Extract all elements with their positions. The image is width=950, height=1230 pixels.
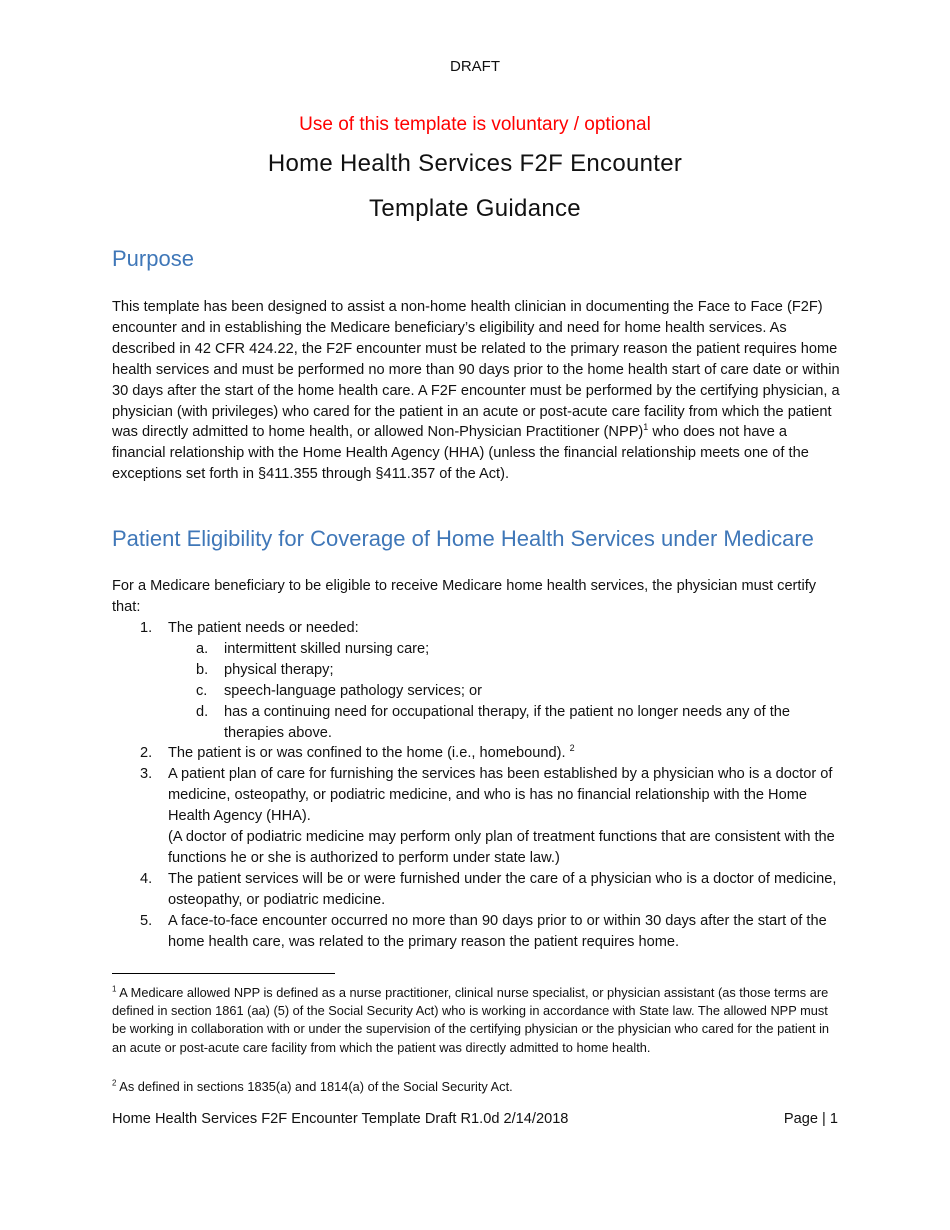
voluntary-notice: Use of this template is voluntary / optional xyxy=(299,114,651,135)
sub-item-text: speech-language pathology services; or xyxy=(224,682,482,699)
sub-list-item xyxy=(168,639,840,660)
list-number: 4. xyxy=(140,870,153,887)
footnote-ref-2: 2 xyxy=(569,743,575,754)
list-item xyxy=(112,743,840,764)
purpose-text-part1: This template has been designed to assist a non-home health clinician in documenting the Face to Face (F2F) encounter and in establishing the Medicare beneficiary’s eligibility and need for home health services. As described in 42 CFR 424.22, the F2F encounter must be related to the primary reason the patient requires home health services and must be performed no more than 90 days prior to the home health start of care date or within 30 days after the start of the home health care. A F2F encounter must be performed by the certifying physician, a physician (with privileges) who cared for the patient in an acute or post-acute care facility from which the patient was directly admitted to home health, or allowed Non-Physician Practitioner (NPP) xyxy=(112,299,840,441)
draft-label: DRAFT xyxy=(450,58,500,75)
eligibility-heading: Patient Eligibility for Coverage of Home Health Services under Medicare xyxy=(112,526,814,551)
footnote-2-marker: 2 xyxy=(112,1078,117,1088)
sub-list xyxy=(168,639,840,744)
purpose-heading: Purpose xyxy=(112,246,194,271)
sub-list-item xyxy=(168,681,840,702)
list-number: 2. xyxy=(140,745,153,762)
list-item-text: A patient plan of care for furnishing the services has been established by a physician who is a doctor of medicine, osteopathy, or podiatric medicine, and who is has no financial relationship with the Home Health Agency (HHA). xyxy=(168,766,833,825)
list-number: 3. xyxy=(140,766,153,783)
purpose-paragraph xyxy=(112,297,840,485)
sub-list-item xyxy=(168,702,840,744)
sub-item-text: physical therapy; xyxy=(224,661,334,678)
list-number: 1. xyxy=(140,620,153,636)
purpose-text-part2: who does not have a financial relationship with the Home Health Agency (HHA) (unless the financial relationship meets one of the exceptions set forth in §411.355 through §411.357 of the Act). xyxy=(112,424,809,483)
document-title-line1: Home Health Services F2F Encounter xyxy=(267,150,683,177)
sub-letter: b. xyxy=(196,661,209,678)
footer-page-number: Page | 1 xyxy=(783,1111,838,1127)
footnote-separator xyxy=(112,973,335,974)
sub-letter: a. xyxy=(196,640,209,657)
sub-item-text: intermittent skilled nursing care; xyxy=(224,640,430,657)
list-item xyxy=(112,911,840,953)
footnote-2-text: As defined in sections 1835(a) and 1814(a) of the Social Security Act. xyxy=(116,1079,513,1094)
list-item-extra-text: (A doctor of podiatric medicine may perform only plan of treatment functions that are consistent with the functions he or she is authorized to perform under state law.) xyxy=(168,829,835,866)
list-item-text: The patient services will be or were furnished under the care of a physician who is a doctor of medicine, osteopathy, or podiatric medicine. xyxy=(168,870,837,908)
list-item-text: The patient needs or needed: xyxy=(168,620,359,636)
footnote-1 xyxy=(112,984,840,1057)
footnote-1-marker: 1 xyxy=(112,984,117,994)
footnote-1-text: A Medicare allowed NPP is defined as a nurse practitioner, clinical nurse specialist, or physician assistant (as those terms are defined in section 1861 (aa) (5) of the Social Security Act) who is working in accordance with State law. The allowed NPP must be working in collaboration with or under the supervision of the certifying physician or the physician who cared for the patient in an acute or post-acute care facility from which the patient was directly admitted to home health. xyxy=(112,985,830,1055)
footnote-ref-1: 1 xyxy=(643,422,649,433)
sub-list-item xyxy=(168,660,840,681)
list-item xyxy=(112,618,840,743)
eligibility-list xyxy=(112,618,840,953)
list-item-text: A face-to-face encounter occurred no more than 90 days prior to or within 30 days after the start of the home health care, was related to the primary reason the patient requires home. xyxy=(168,912,827,950)
sub-letter: c. xyxy=(196,682,208,699)
eligibility-intro: For a Medicare beneficiary to be eligible to receive Medicare home health services, the physician must certify that: xyxy=(112,578,817,615)
list-number: 5. xyxy=(140,912,153,929)
sub-letter: d. xyxy=(196,703,209,720)
list-item xyxy=(112,869,840,911)
sub-item-text: has a continuing need for occupational therapy, if the patient no longer needs any of the therapies above. xyxy=(224,703,791,741)
footer-document-info: Home Health Services F2F Encounter Template Draft R1.0d 2/14/2018 xyxy=(112,1111,569,1127)
list-item-text: The patient is or was confined to the home (i.e., homebound). xyxy=(168,745,566,762)
footnote-2 xyxy=(112,1078,840,1096)
list-item xyxy=(112,764,840,869)
document-title-line2: Template Guidance xyxy=(369,195,581,222)
